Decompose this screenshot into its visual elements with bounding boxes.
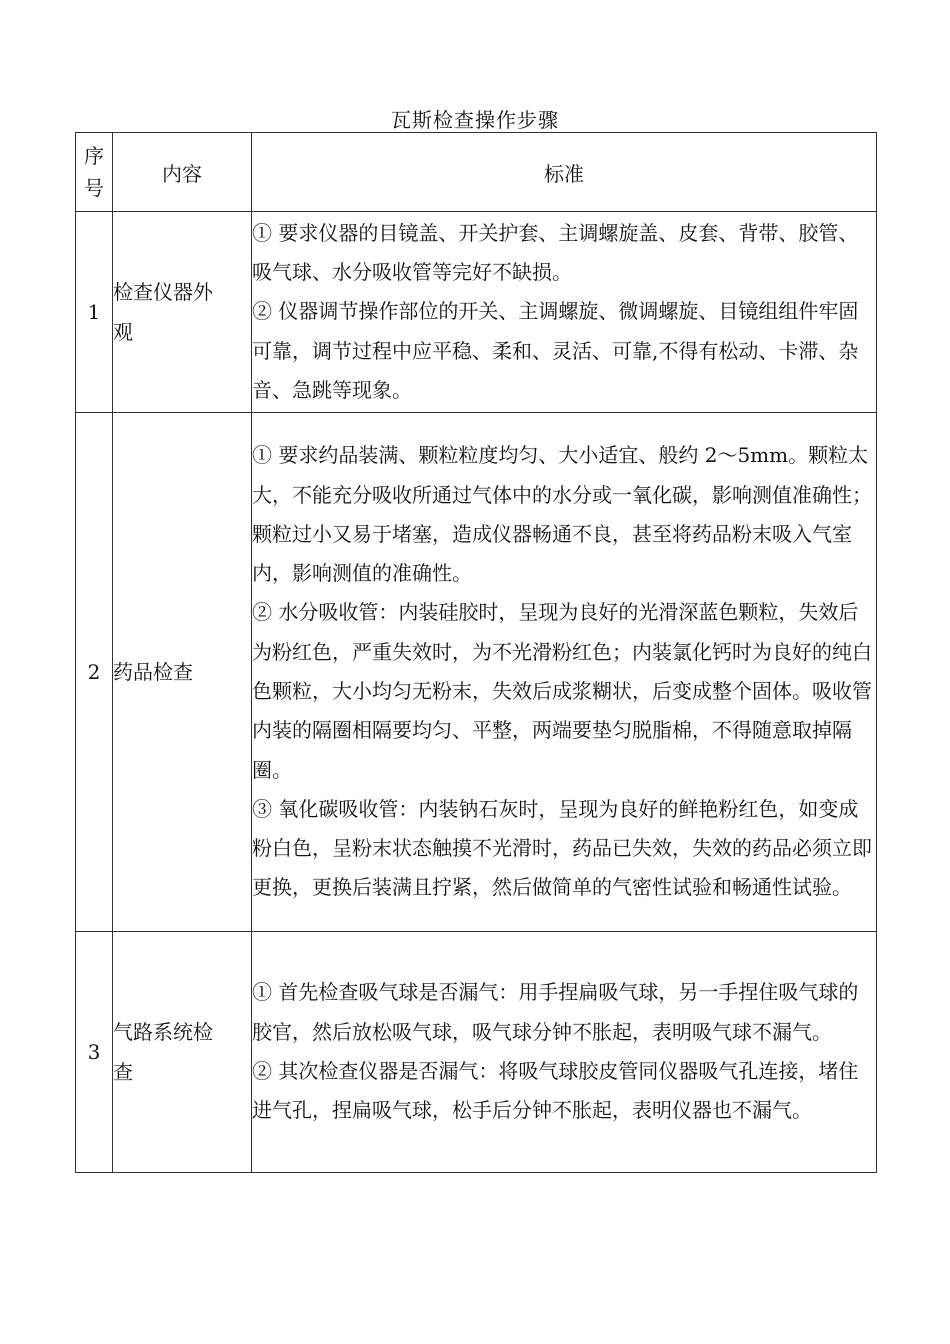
table-header-row (76, 133, 877, 212)
row-standard (252, 212, 877, 413)
standard-item: ① 首先检查吸气球是否漏气：用手捏扁吸气球，另一手捏住吸气球的胶官，然后放松吸气球，吸气球分钟不胀起，表明吸气球不漏气。 (252, 980, 859, 1044)
header-content: 内容 (113, 133, 252, 212)
header-standard: 标准 (252, 133, 877, 212)
row-content-line: 检查仪器外 (113, 280, 213, 304)
row-content-line: 查 (113, 1060, 133, 1084)
row-content-line: 观 (113, 320, 133, 344)
row-seq: 1 (76, 212, 113, 413)
row-content (113, 932, 252, 1173)
row-seq: 3 (76, 932, 113, 1173)
row-seq: 2 (76, 413, 113, 932)
document-title: 瓦斯检查操作步骤 (391, 108, 559, 132)
table-row (76, 932, 877, 1173)
row-standard (252, 413, 877, 932)
row-content-line: 药品检查 (113, 660, 193, 684)
row-content (113, 212, 252, 413)
procedure-table (75, 132, 877, 1173)
standard-item: ② 其次检查仪器是否漏气：将吸气球胶皮管同仪器吸气孔连接，堵住进气孔，捏扁吸气球，松手后分钟不胀起，表明仪器也不漏气。 (252, 1059, 859, 1123)
standard-item: ① 要求约品装满、颗粒粒度均匀、大小适宜、般约 2〜5mm。颗粒太大，不能充分吸收所通过气体中的水分或一氧化碳，影响测值准确性；颗粒过小又易于堵塞，造成仪器畅通不良，甚至将药品粉末吸入气室内，影响测值的准确性。 (252, 443, 872, 586)
standard-item: ③ 氧化碳吸收管：内装钠石灰时，呈现为良好的鲜艳粉红色，如变成粉白色，呈粉末状态触摸不光滑时，药品已失效，失效的药品必须立即更换，更换后装满且拧紧，然后做简单的气密性试验和畅通性试验。 (252, 796, 872, 900)
row-content-line: 气路系统检 (113, 1020, 213, 1044)
table-row (76, 413, 877, 932)
standard-item: ② 水分吸收管：内装硅胶时，呈现为良好的光滑深蓝色颗粒，失效后为粉红色，严重失效时，为不光滑粉红色；内装氯化钙时为良好的纯白色颗粒，大小均匀无粉末，失效后成浆糊状，后变成整个固体。吸收管内装的隔圈相隔要均匀、平整，两端要垫匀脱脂棉，不得随意取掉隔圈。 (252, 600, 872, 782)
header-seq: 序号 (76, 133, 113, 212)
row-standard (252, 932, 877, 1173)
standard-item: ① 要求仪器的目镜盖、开关护套、主调螺旋盖、皮套、背带、胶管、吸气球、水分吸收管等完好不缺损。 (252, 220, 859, 285)
row-content (113, 413, 252, 932)
table-row (76, 212, 877, 413)
standard-item: ② 仪器调节操作部位的开关、主调螺旋、微调螺旋、目镜组组件牢固可靠，调节过程中应平稳、柔和、灵活、可靠,不得有松动、卡滞、杂音、急跳等现象。 (252, 299, 859, 402)
